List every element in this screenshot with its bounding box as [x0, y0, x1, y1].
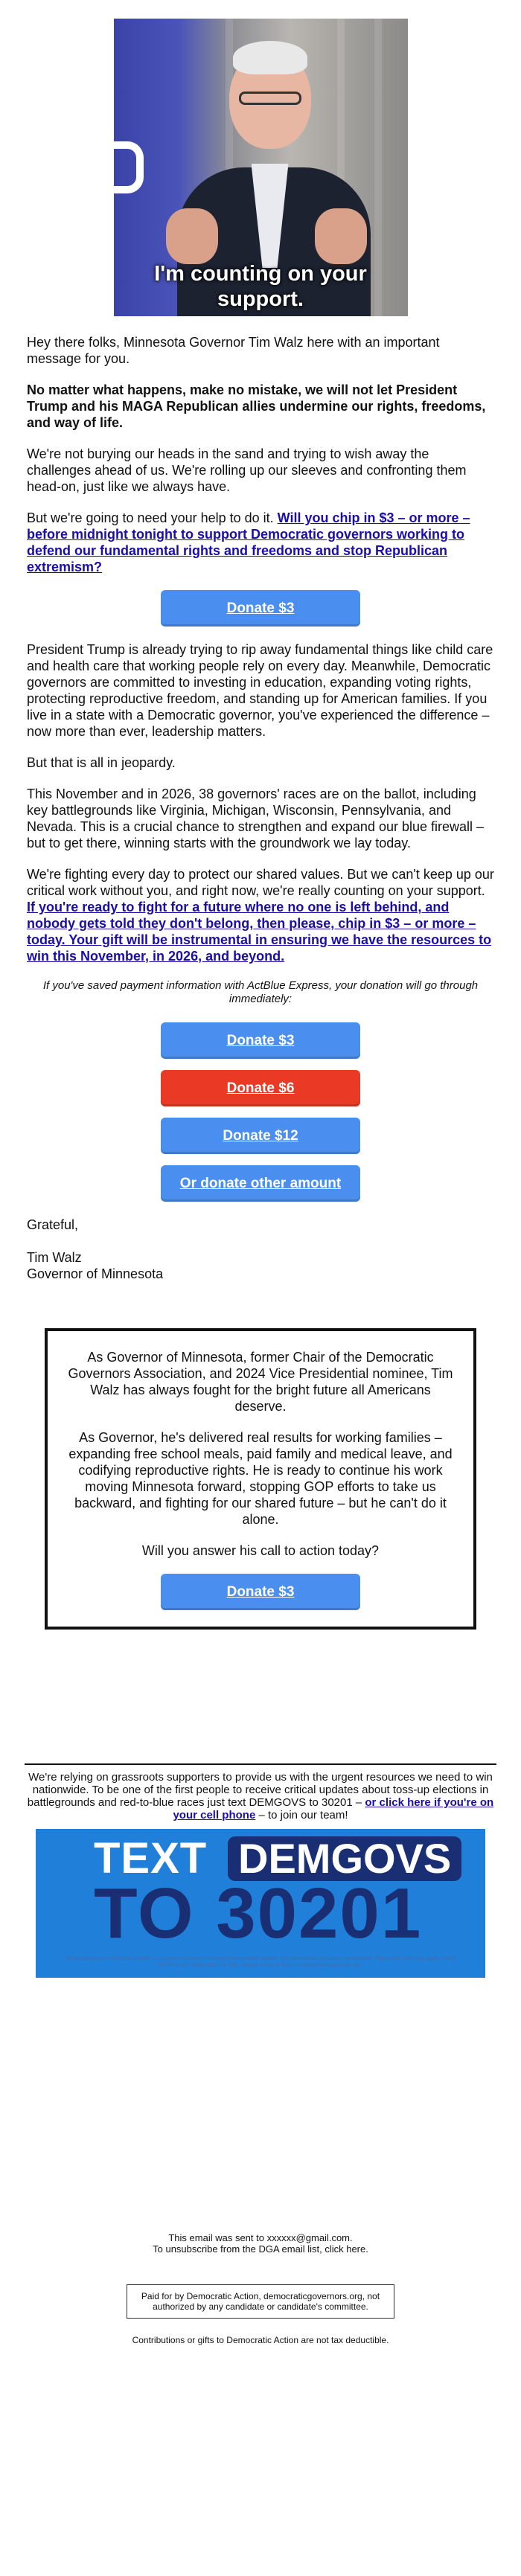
signature — [27, 1217, 494, 1282]
paragraph-trump: President Trump is already trying to rip away fundamental things like child care and health care that working people rely on every day. Meanwhile, Democratic governors are committed to investing in education, expanding voting rights, protecting reproductive freedom, and standing up for American families. If you live in a state with a Democratic governor, you've experienced the difference – now more than ever, leadership matters. — [27, 642, 493, 739]
sent-to-text: This email was sent to xxxxxx@gmail.com. — [168, 2232, 353, 2243]
bio-donate-3-button[interactable]: Donate $3 — [161, 1574, 360, 1610]
banner-keyword: DEMGOVS — [228, 1836, 461, 1881]
paragraph-fighting — [27, 866, 494, 964]
paragraph-help — [27, 510, 494, 575]
bio-paragraph-2: As Governor, he's delivered real results for working families – expanding free school meals, paid family and medical leave, and codifying reproductive rights. He is ready to continue his work moving Minnesota forward, stopping GOP efforts to take us backward, and fighting for our shared future – but he can't do it alone. — [68, 1430, 453, 1527]
grassroots-body: We're relying on grassroots supporters to provide us with the urgent resources we need to win nationwide. To be one of the first people to receive critical updates about toss-up elections in battlegrounds and red-to-blue races just text DEMGOVS to 30201 – — [27, 1771, 493, 1809]
paragraph-heads: We're not burying our heads in the sand and trying to wish away the challenges ahead of us. We're rolling up our sleeves and confronting them head-on, just like we always have. — [27, 446, 467, 494]
donate-6-button[interactable]: Donate $6 — [161, 1070, 360, 1106]
paragraph-jeopardy: But that is all in jeopardy. — [27, 755, 176, 770]
tax-disclaimer: Contributions or gifts to Democratic Action are not tax deductible. — [132, 2335, 389, 2345]
paragraph-races: This November and in 2026, 38 governors' races are on the ballot, including key battlegrounds like Virginia, Michigan, Wisconsin, Pennsylvania, and Nevada. This is a crucial chance to strengthen and expand our blue firewall – but to get there, winning starts with the groundwork we lay today. — [27, 786, 485, 850]
spacer — [27, 1233, 494, 1249]
donate-3-button-top[interactable]: Donate $3 — [161, 590, 360, 627]
donate-3-button[interactable]: Donate $3 — [161, 1022, 360, 1059]
greeting-paragraph: Hey there folks, Minnesota Governor Tim Walz here with an important message for you. — [27, 335, 440, 366]
help-text: But we're going to need your help to do it. — [27, 510, 274, 525]
donate-3-wrap — [27, 1022, 494, 1059]
paid-for-disclaimer: Paid for by Democratic Action, democraticgovernors.org, not authorized by any candidate or candidate's committee. — [127, 2284, 394, 2319]
email-page — [0, 19, 521, 2345]
banner-text-word: TEXT — [94, 1834, 208, 1883]
letter-body — [0, 334, 521, 1282]
fighting-text: We're fighting every day to protect our shared values. But we can't keep up our critical work without you, and right now, we're really counting on your support. — [27, 867, 494, 898]
speaker-hair — [233, 41, 307, 74]
speaker-glasses — [239, 92, 301, 105]
caption-line-1: I'm counting on your — [154, 262, 367, 286]
hero-video-image[interactable] — [114, 19, 408, 316]
signer-title: Governor of Minnesota — [27, 1266, 164, 1281]
footer-divider — [25, 1763, 496, 1765]
text-demgovs-banner[interactable] — [36, 1829, 485, 1978]
bio-callout-box — [45, 1328, 476, 1630]
donate-12-wrap — [27, 1118, 494, 1154]
speaker-hand-left — [166, 208, 218, 264]
banner-number: TO 30201 — [94, 1874, 423, 1953]
chip-in-link[interactable]: Will you chip in $3 – or more – before midnight tonight to support Democratic governors working to defend our fundamental rights and freedoms and stop Republican extremism? — [27, 510, 470, 574]
bio-donate-wrap — [64, 1574, 457, 1610]
dga-logo-icon — [114, 141, 144, 193]
bio-paragraph-1: As Governor of Minnesota, former Chair of the Democratic Governors Association, and 2024 Vice Presidential nominee, Tim Walz has always fought for the bright future all Americans deserve. — [68, 1350, 453, 1414]
donate-other-wrap — [27, 1165, 494, 1202]
grassroots-end: – to join our team! — [258, 1809, 348, 1822]
actblue-express-note: If you've saved payment information with ActBlue Express, your donation will go through immediately: — [42, 979, 479, 1005]
ready-to-fight-link[interactable]: If you're ready to fight for a future where no one is left behind, and nobody gets told they don't belong, then please, chip in $3 – or more – today. Your gift will be instrumental in ensuring we have the resources to win this November, in 2026, and beyond. — [27, 900, 492, 964]
donate-top-wrap — [27, 590, 494, 627]
donate-12-button[interactable]: Donate $12 — [161, 1118, 360, 1154]
donate-other-amount-button[interactable]: Or donate other amount — [161, 1165, 360, 1202]
signer-name: Tim Walz — [27, 1250, 82, 1265]
banner-fine-print: By providing your cell phone number you consent to receive recurring text message updates from Democratic Governors Association. Msg & data rates may apply. Reply STOP to end. Reply HELP for help. Privacy Policy & Terms on democraticgovernors.org. — [65, 1956, 456, 1968]
closing: Grateful, — [27, 1217, 79, 1232]
bio-question: Will you answer his call to action today? — [141, 1543, 380, 1558]
unsubscribe-link[interactable]: To unsubscribe from the DGA email list, click here. — [153, 2243, 368, 2255]
grassroots-text — [25, 1771, 496, 1822]
donate-6-wrap — [27, 1070, 494, 1106]
caption-line-2: support. — [217, 287, 304, 311]
bold-statement: No matter what happens, make no mistake, we will not let President Trump and his MAGA Republican allies undermine our rights, freedoms, and way of life. — [27, 382, 486, 430]
email-footer — [0, 2232, 521, 2255]
hero-caption — [114, 261, 408, 312]
donation-buttons — [27, 1022, 494, 1202]
speaker-hand-right — [315, 208, 367, 264]
cell-phone-link[interactable]: or click here if you're on your cell phone — [173, 1796, 494, 1822]
